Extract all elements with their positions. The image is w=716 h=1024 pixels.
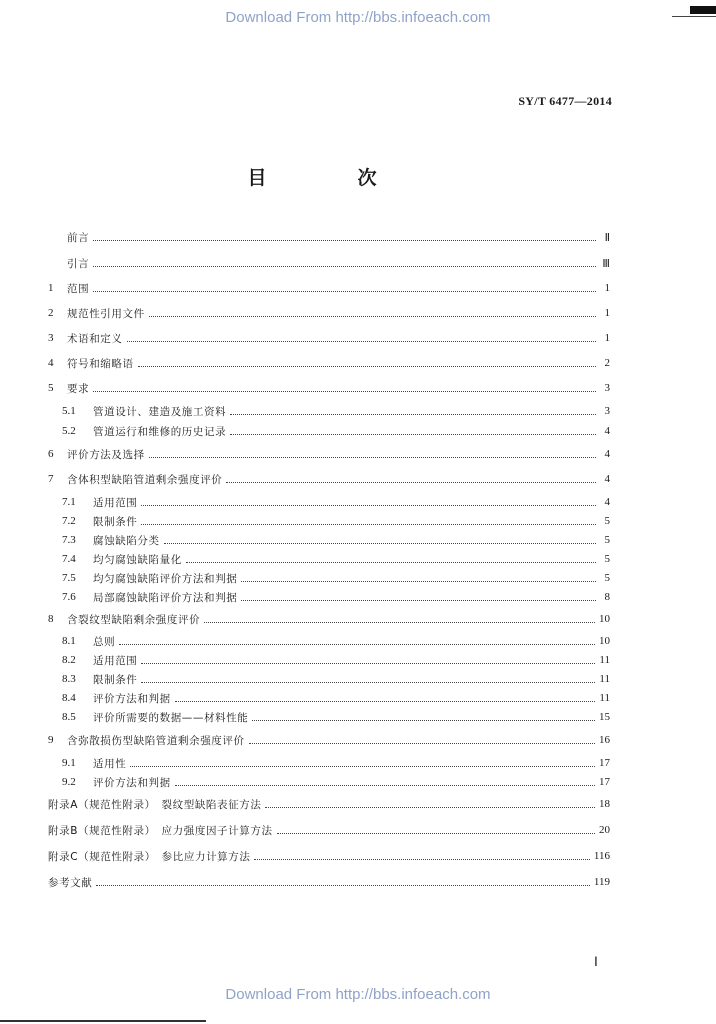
toc-entry-number: 1 [48,282,54,294]
toc-entry-number: 8.4 [62,692,76,704]
toc-entry-5-1[interactable] [62,402,610,420]
leader-dots [138,365,596,367]
toc-entry-page: 15 [599,711,610,723]
toc-entry-page: 4 [604,496,610,508]
toc-entry-number: 7.5 [62,572,76,584]
toc-entry-number: 3 [48,332,54,344]
toc-entry-8[interactable] [48,610,610,628]
toc-entry-label: 含体积型缺陷管道剩余强度评价 [67,473,223,486]
toc-entry-5-2[interactable] [62,422,610,440]
toc-entry-page: Ⅱ [604,231,610,244]
toc-entry-page: 3 [604,405,610,417]
leader-dots [96,884,590,886]
toc-entry-6[interactable] [48,445,610,463]
toc-entry-label: 适用性 [93,757,127,770]
toc-entry-page: 2 [604,357,610,369]
toc-entry-label: 管道设计、建造及施工资料 [93,405,227,418]
toc-entry-8-2[interactable] [62,651,610,669]
toc-entry-number: 4 [48,357,54,369]
toc-entry-4[interactable] [48,354,610,372]
toc-entry-8-3[interactable] [62,670,610,688]
leader-dots [164,542,596,544]
toc-entry-label: 均匀腐蚀缺陷量化 [93,553,182,566]
toc-entry-page: 16 [599,734,610,746]
toc-entry-appendix-a[interactable] [48,795,610,813]
toc-entry-7-2[interactable] [62,512,610,530]
toc-entry-label: 评价所需要的数据——材料性能 [93,711,249,724]
leader-dots [149,456,596,458]
leader-dots [119,643,595,645]
toc-entry-number: 7.3 [62,534,76,546]
toc-entry-page: 10 [599,635,610,647]
toc-entry-number: 6 [48,448,54,460]
page-number: Ⅰ [594,954,598,969]
toc-entry-label: 附录C（规范性附录） 参比应力计算方法 [48,850,251,863]
toc-entry-page: 3 [604,382,610,394]
toc-entry-9[interactable] [48,731,610,749]
toc-entry-appendix-b[interactable] [48,821,610,839]
toc-entry-preface[interactable] [48,228,610,246]
toc-entry-label: 要求 [67,382,90,395]
toc-entry-page: 17 [599,757,610,769]
toc-entry-page: 11 [599,654,610,666]
toc-entry-number: 9.1 [62,757,76,769]
toc-entry-page: 17 [599,776,610,788]
toc-entry-page: 1 [604,307,610,319]
toc-entry-label: 限制条件 [93,515,138,528]
leader-dots [141,681,595,683]
toc-entry-number: 7.6 [62,591,76,603]
toc-entry-7-4[interactable] [62,550,610,568]
toc-entry-label: 规范性引用文件 [67,307,145,320]
leader-dots [252,719,595,721]
toc-entry-label: 评价方法和判据 [93,692,171,705]
toc-entry-label: 含弥散损伤型缺陷管道剩余强度评价 [67,734,245,747]
toc-entry-number: 5.2 [62,425,76,437]
toc-entry-page: 5 [604,572,610,584]
toc-entry-1[interactable] [48,279,610,297]
toc-entry-number: 7.1 [62,496,76,508]
leader-dots [226,481,596,483]
leader-dots [230,433,596,435]
leader-dots [186,561,596,563]
toc-entry-number: 7.2 [62,515,76,527]
toc-entry-7[interactable] [48,470,610,488]
toc-entry-page: 4 [604,425,610,437]
leader-dots [141,504,596,506]
leader-dots [277,832,595,834]
toc-entry-label: 符号和缩略语 [67,357,134,370]
toc-entry-label: 附录A（规范性附录） 裂纹型缺陷表征方法 [48,798,262,811]
toc-entry-page: 18 [599,798,610,810]
toc-entry-page: Ⅲ [602,257,610,270]
leader-dots [265,806,595,808]
leader-dots [149,315,596,317]
leader-dots [141,662,595,664]
toc-entry-label: 评价方法和判据 [93,776,171,789]
corner-mark [690,6,716,14]
leader-dots [175,784,595,786]
toc-entry-page: 20 [599,824,610,836]
toc-entry-label: 总则 [93,635,116,648]
toc-entry-label: 局部腐蚀缺陷评价方法和判据 [93,591,238,604]
toc-entry-label: 限制条件 [93,673,138,686]
toc-entry-page: 5 [604,553,610,565]
leader-dots [127,340,597,342]
toc-entry-page: 1 [604,282,610,294]
toc-entry-page: 4 [604,473,610,485]
toc-entry-9-2[interactable] [62,773,610,791]
toc-entry-number: 5.1 [62,405,76,417]
corner-rule [672,16,716,17]
toc-entry-label: 参考文献 [48,876,93,889]
leader-dots [204,621,595,623]
toc-entry-7-6[interactable] [62,588,610,606]
leader-dots [130,765,595,767]
toc-entry-page: 5 [604,534,610,546]
toc-entry-7-5[interactable] [62,569,610,587]
toc-entry-label: 前言 [67,231,90,244]
watermark-bottom: Download From http://bbs.infoeach.com [225,986,491,1003]
toc-entry-page: 119 [593,876,610,888]
leader-dots [93,290,596,292]
leader-dots [93,265,596,267]
toc-entry-page: 1 [604,332,610,344]
toc-entry-number: 8.2 [62,654,76,666]
toc-entry-label: 附录B（规范性附录） 应力强度因子计算方法 [48,824,273,837]
leader-dots [241,580,596,582]
toc-entry-label: 评价方法及选择 [67,448,145,461]
toc-entry-label: 腐蚀缺陷分类 [93,534,160,547]
leader-dots [254,858,589,860]
toc-entry-page: 11 [599,692,610,704]
toc-entry-label: 适用范围 [93,654,138,667]
toc-entry-page: 116 [593,850,610,862]
toc-entry-2[interactable] [48,304,610,322]
watermark-top: Download From http://bbs.infoeach.com [225,9,491,26]
toc-entry-number: 9.2 [62,776,76,788]
toc-entry-number: 8.5 [62,711,76,723]
toc-entry-page: 5 [604,515,610,527]
toc-entry-number: 8 [48,613,54,625]
standard-code: SY/T 6477—2014 [518,94,612,108]
toc-entry-number: 8.3 [62,673,76,685]
toc-entry-8-1[interactable] [62,632,610,650]
leader-dots [141,523,596,525]
toc-entry-7-3[interactable] [62,531,610,549]
toc-entry-references[interactable] [48,873,610,891]
toc-entry-number: 7.4 [62,553,76,565]
footer-rule [0,1020,206,1022]
toc-entry-5[interactable] [48,379,610,397]
leader-dots [241,599,596,601]
leader-dots [249,742,595,744]
toc-entry-label: 引言 [67,257,90,270]
toc-entry-page: 10 [599,613,610,625]
toc-entry-label: 管道运行和维修的历史记录 [93,425,227,438]
toc-entry-number: 5 [48,382,54,394]
toc-entry-introduction[interactable] [48,254,610,272]
leader-dots [175,700,596,702]
toc-entry-page: 11 [599,673,610,685]
leader-dots [93,239,596,241]
toc-entry-9-1[interactable] [62,754,610,772]
toc-entry-label: 术语和定义 [67,332,123,345]
toc-entry-label: 范围 [67,282,90,295]
toc-entry-page: 4 [604,448,610,460]
page-title: 目 次 [247,167,413,189]
toc-entry-7-1[interactable] [62,493,610,511]
toc-entry-8-5[interactable] [62,708,610,726]
toc-entry-label: 均匀腐蚀缺陷评价方法和判据 [93,572,238,585]
toc-entry-number: 9 [48,734,54,746]
toc-entry-8-4[interactable] [62,689,610,707]
toc-entry-number: 8.1 [62,635,76,647]
toc-entry-number: 2 [48,307,54,319]
toc-entry-appendix-c[interactable] [48,847,610,865]
leader-dots [230,413,596,415]
leader-dots [93,390,596,392]
toc-entry-3[interactable] [48,329,610,347]
toc-entry-number: 7 [48,473,54,485]
toc-entry-label: 含裂纹型缺陷剩余强度评价 [67,613,201,626]
toc-entry-label: 适用范围 [93,496,138,509]
toc-entry-page: 8 [604,591,610,603]
